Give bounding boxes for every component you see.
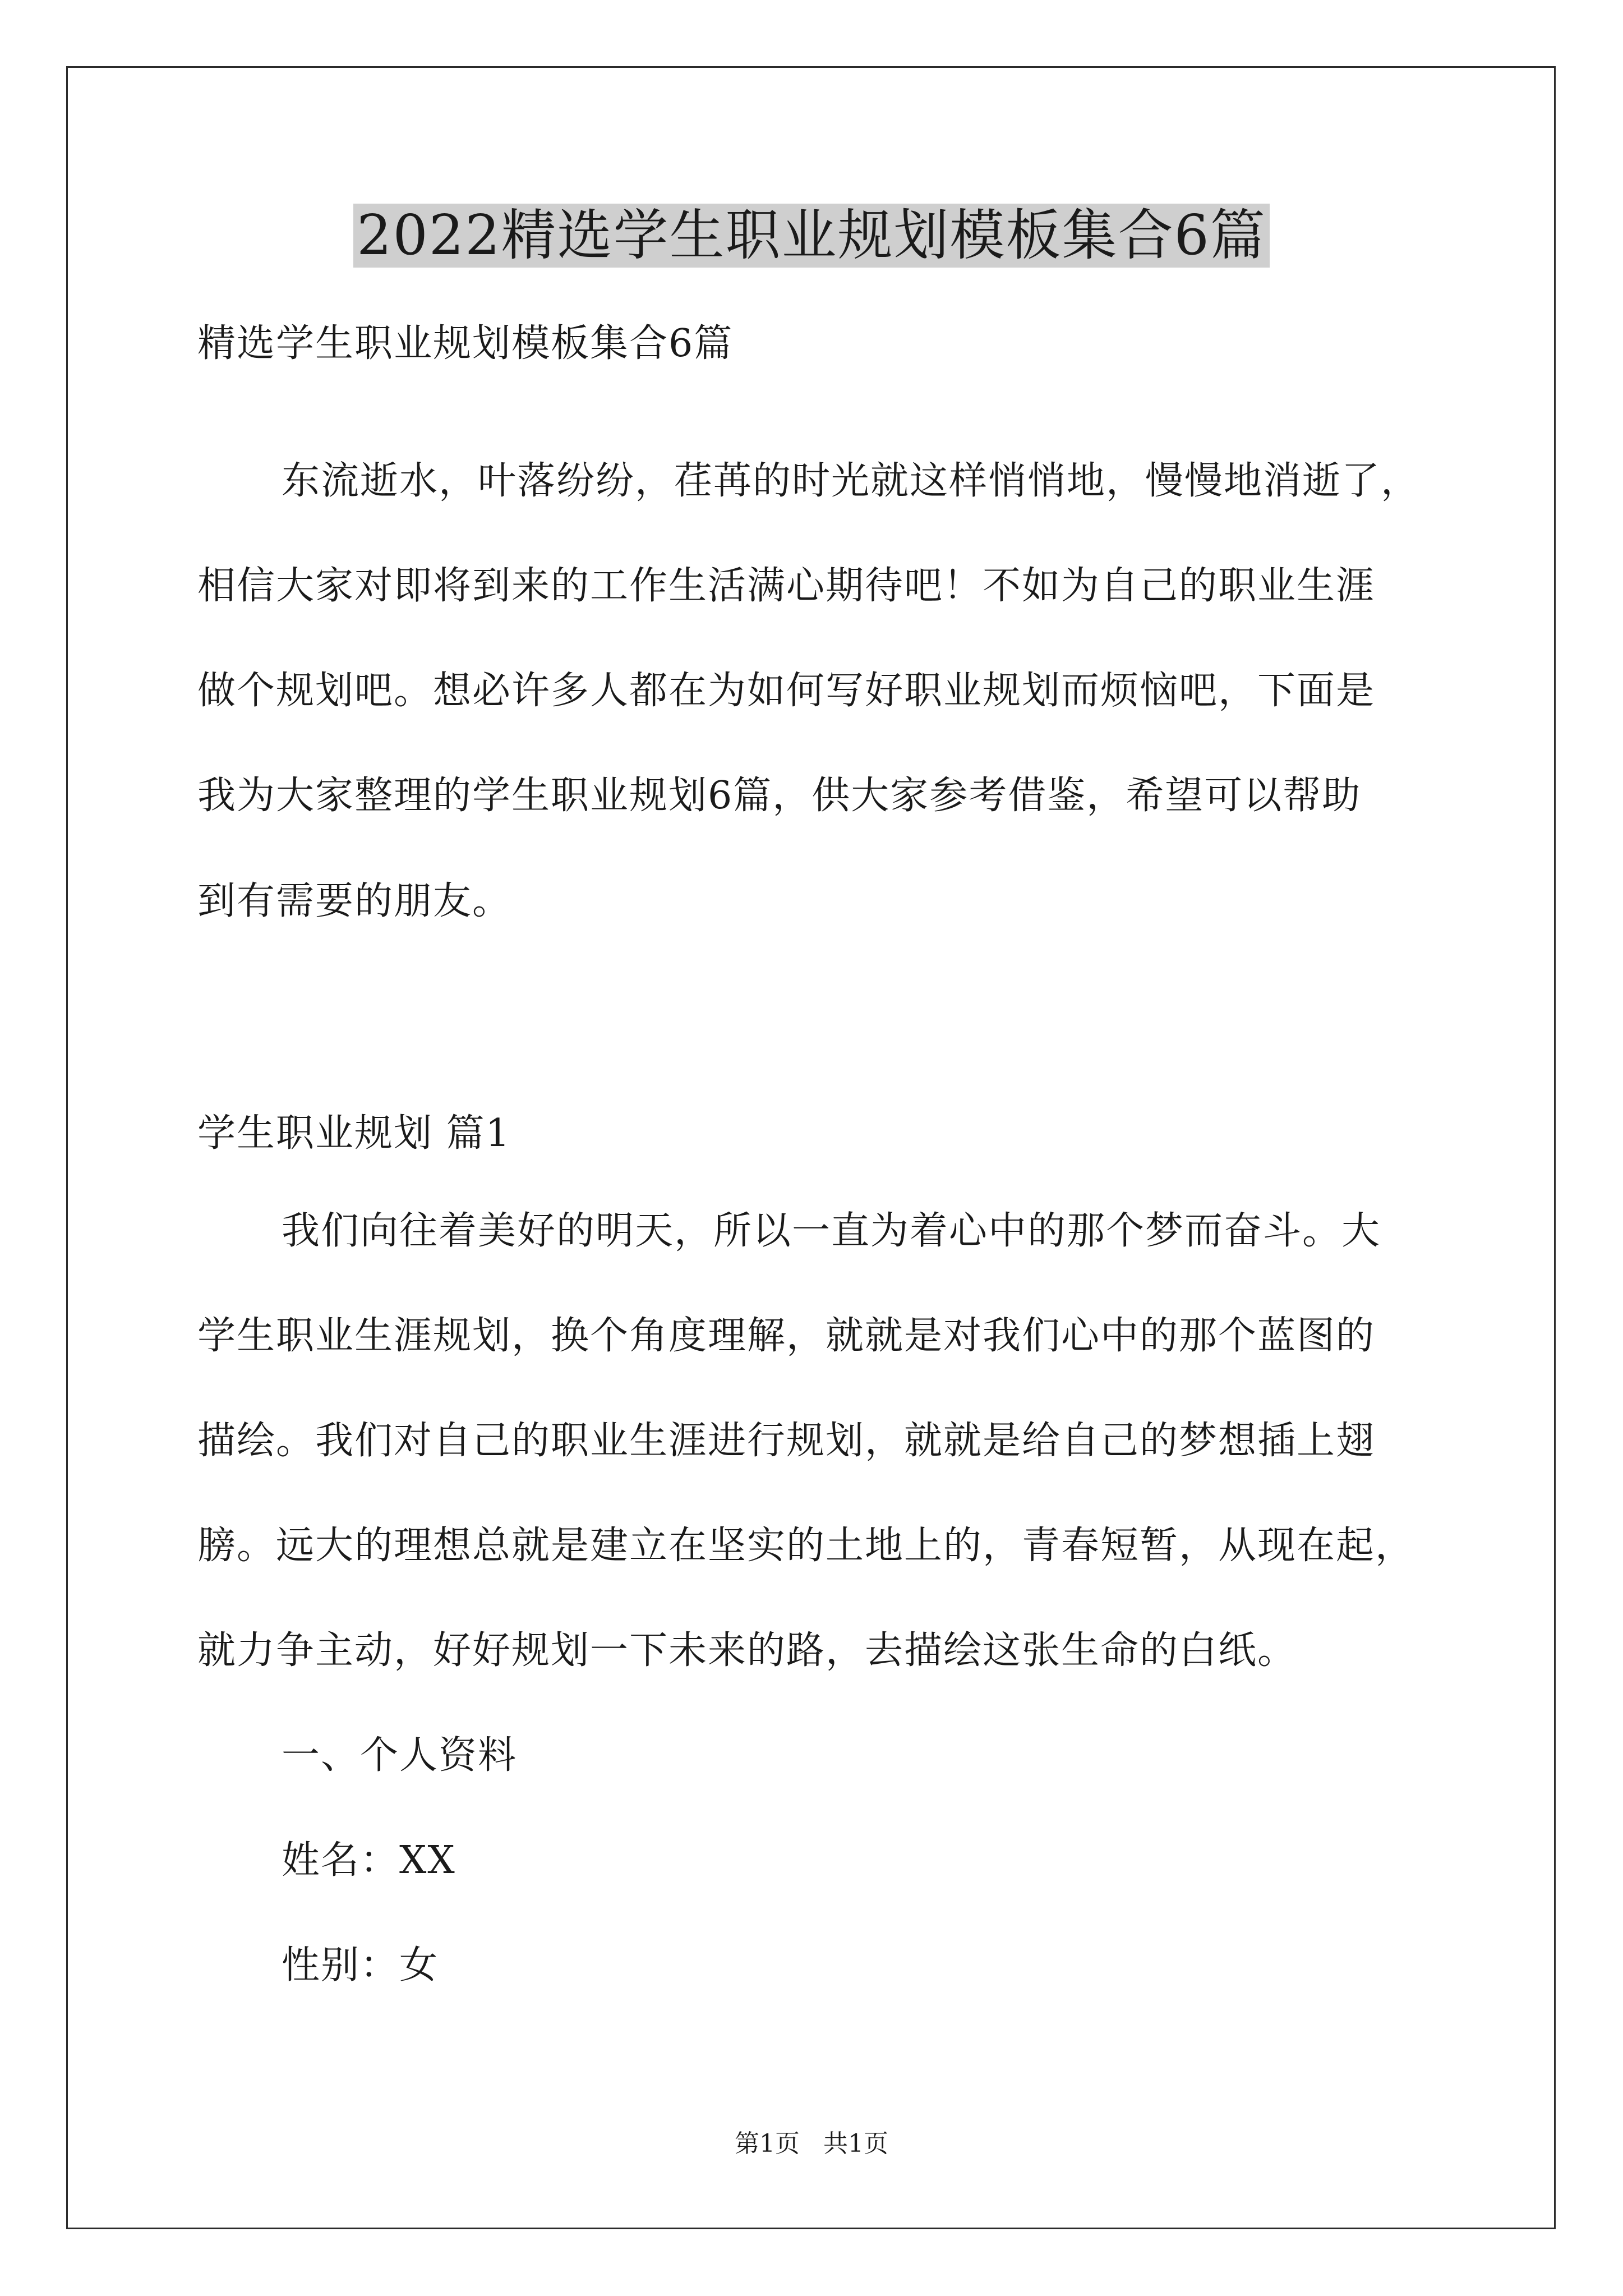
intro-line: 相信大家对即将到来的工作生活满心期待吧！不如为自己的职业生涯: [197, 564, 1376, 608]
intro-line: 东流逝水，叶落纷纷，荏苒的时光就这样悄悄地，慢慢地消逝了，: [282, 459, 1421, 503]
section-line: 膀。远大的理想总就是建立在坚实的土地上的，青春短暂，从现在起，: [197, 1524, 1415, 1568]
section-line: 学生职业生涯规划，换个角度理解，就就是对我们心中的那个蓝图的: [197, 1314, 1376, 1358]
intro-line: 到有需要的朋友。: [197, 879, 512, 923]
intro-line: 我为大家整理的学生职业规划6篇，供大家参考借鉴，希望可以帮助: [197, 774, 1362, 818]
section-line: 我们向往着美好的明天，所以一直为着心中的那个梦而奋斗。大: [282, 1209, 1381, 1253]
section-line: 描绘。我们对自己的职业生涯进行规划，就就是给自己的梦想插上翅: [197, 1419, 1376, 1463]
document-title: [0, 199, 1623, 272]
profile-gender: 性别：女: [282, 1943, 439, 1987]
subsection-heading: 一、个人资料: [282, 1733, 518, 1778]
section-heading: 学生职业规划 篇1: [197, 1111, 511, 1156]
document-subtitle: 精选学生职业规划模板集合6篇: [197, 321, 734, 366]
section-line: 就力争主动，好好规划一下未来的路，去描绘这张生命的白纸。: [197, 1628, 1297, 1673]
intro-line: 做个规划吧。想必许多人都在为如何写好职业规划而烦恼吧，下面是: [197, 669, 1376, 713]
page-footer: 第1页 共1页: [735, 2129, 888, 2158]
profile-name: 姓名：XX: [282, 1838, 456, 1883]
document-title-text: 2022精选学生职业规划模板集合6篇: [353, 204, 1270, 268]
